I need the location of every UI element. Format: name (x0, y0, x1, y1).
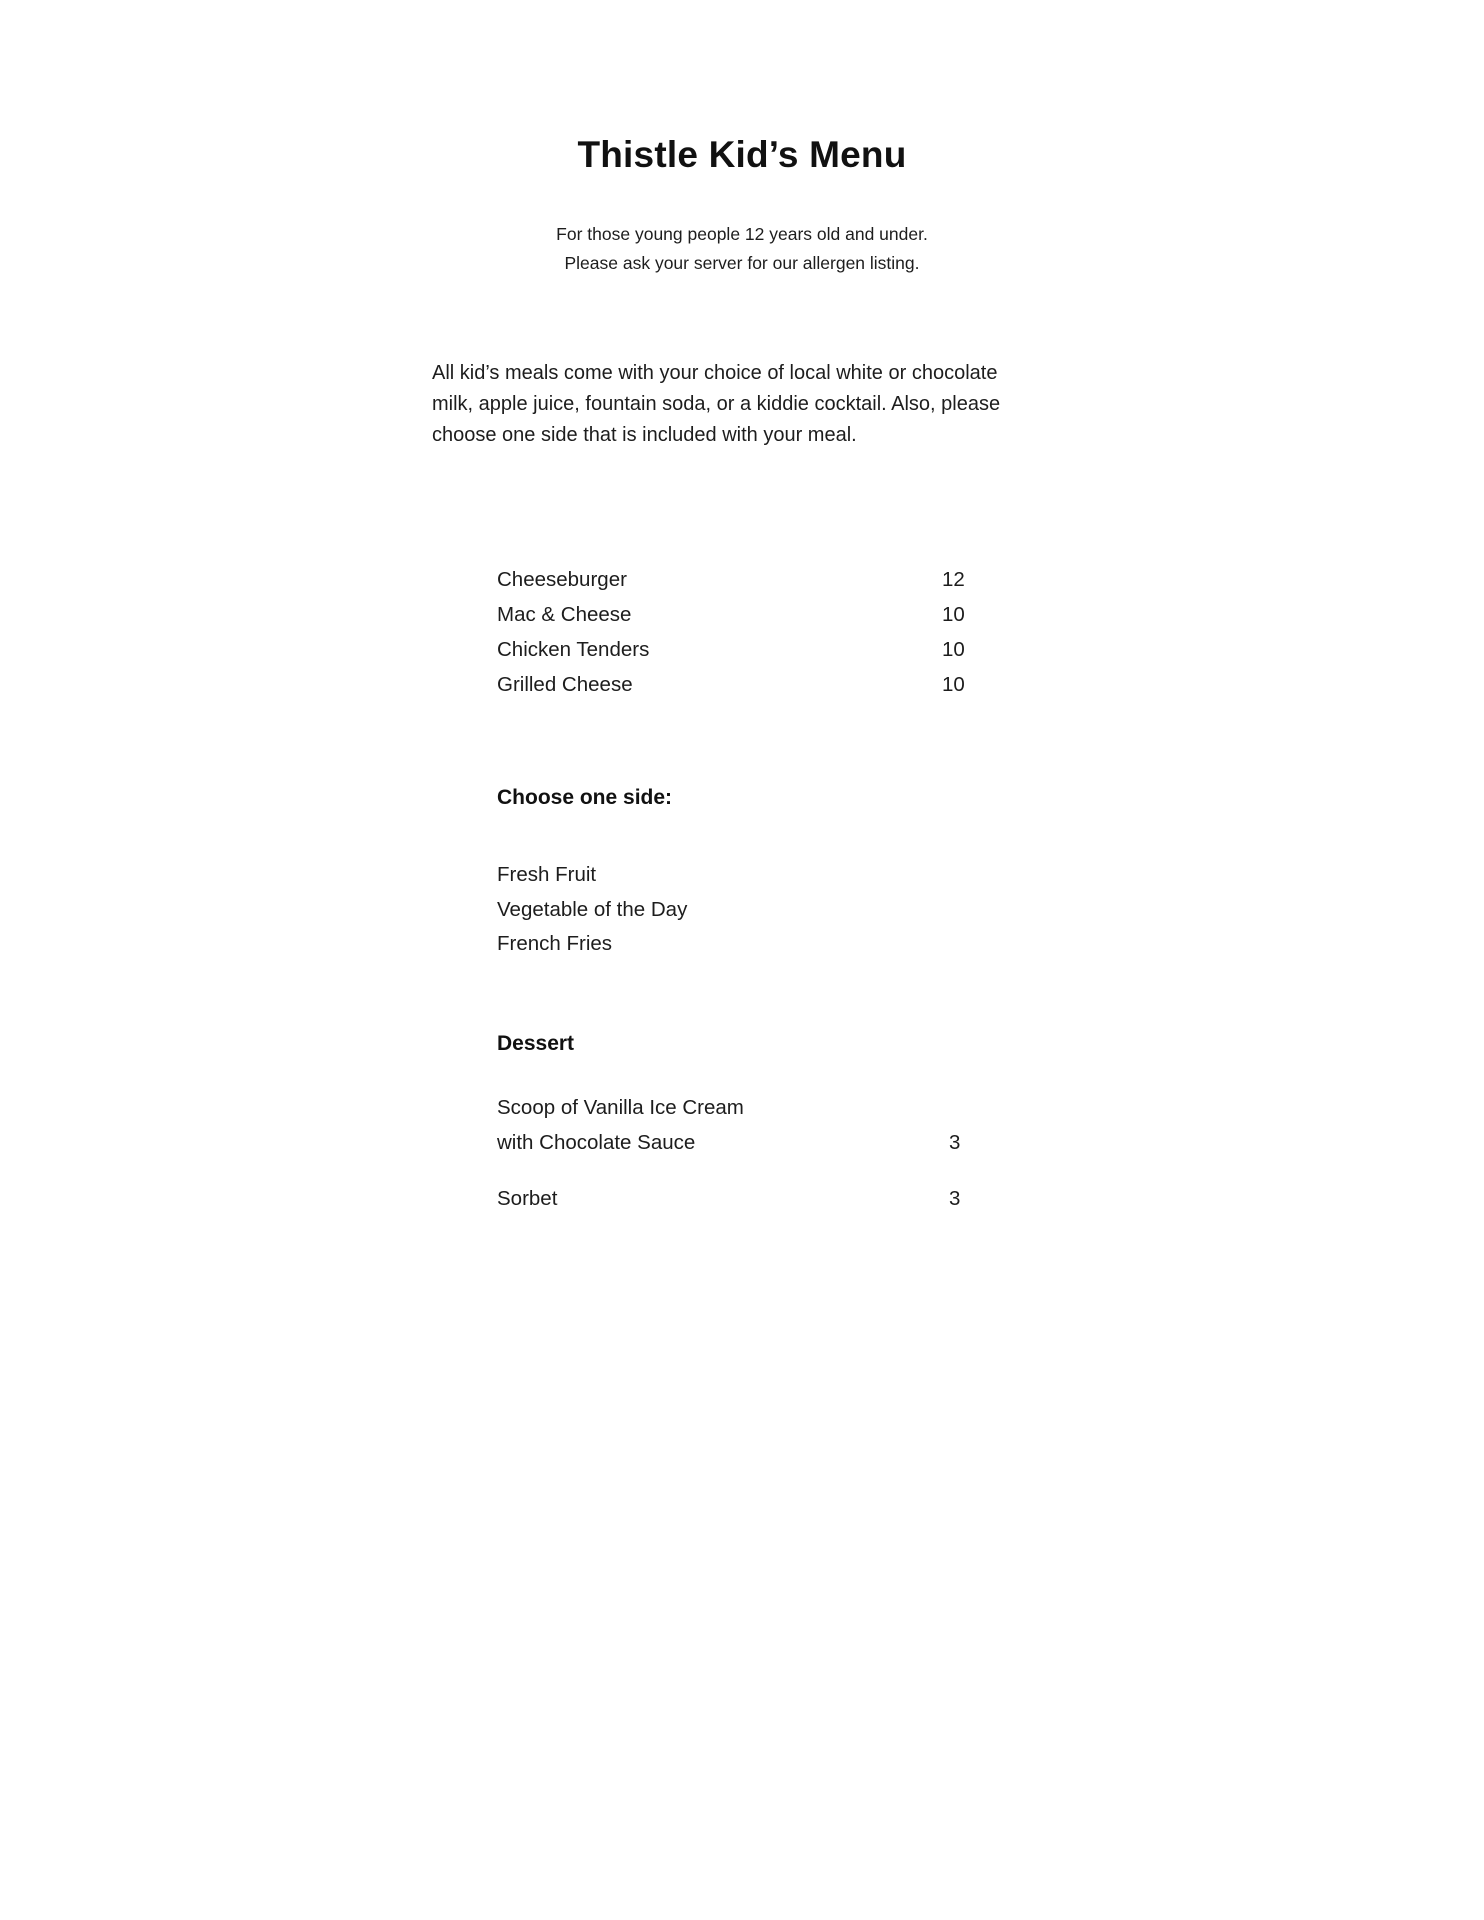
dessert-name: Sorbet (497, 1187, 558, 1210)
intro-paragraph: All kid’s meals come with your choice of local white or chocolate milk, apple juice, fountain soda, or a kiddie cocktail. Also, please choose one side that is included with your meal. (432, 362, 1001, 446)
menu-item-row (497, 597, 997, 632)
subtitle-line-2: Please ask your server for our allergen listing. (564, 253, 920, 273)
dessert-name-line-1: Scoop of Vanilla Ice Cream (497, 1096, 744, 1119)
dessert-item (497, 1090, 997, 1160)
dessert-item (497, 1181, 997, 1216)
menu-item-row (497, 562, 997, 597)
dessert-name-line-1 (497, 1181, 997, 1216)
dessert-price: 3 (949, 1187, 961, 1210)
menu-item-name: Cheeseburger (497, 568, 627, 591)
menu-item-name: Chicken Tenders (497, 638, 650, 661)
page-title: Thistle Kid’s Menu (577, 134, 907, 175)
dessert-section-heading: Dessert (497, 1032, 575, 1055)
list-item: French Fries (497, 932, 613, 955)
list-item: Vegetable of the Day (497, 897, 688, 921)
dessert-name-continued: with Chocolate Sauce (497, 1131, 696, 1154)
menu-item-name: Grilled Cheese (497, 673, 633, 696)
dessert-price: 3 (949, 1131, 961, 1154)
page-subtitle (0, 220, 1484, 278)
menu-item-name: Mac & Cheese (497, 603, 632, 626)
list-item: Fresh Fruit (497, 863, 597, 886)
menu-item-price: 10 (942, 673, 965, 696)
dessert-list (497, 1090, 997, 1237)
menu-item-price: 10 (942, 638, 965, 661)
sides-list (497, 858, 687, 962)
entrees-list (497, 562, 997, 702)
sides-section-heading: Choose one side: (497, 786, 673, 809)
subtitle-line-1: For those young people 12 years old and under. (556, 224, 928, 244)
menu-item-price: 10 (942, 603, 965, 626)
menu-item-row (497, 632, 997, 667)
menu-item-row (497, 667, 997, 702)
dessert-name-line-2 (497, 1125, 997, 1160)
menu-item-price: 12 (942, 568, 965, 591)
